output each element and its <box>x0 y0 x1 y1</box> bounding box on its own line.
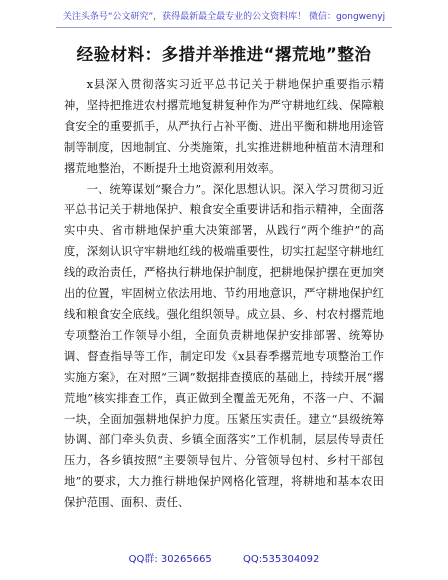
document-title: 经验材料：多措并举推进“撂荒地”整治 <box>76 45 372 64</box>
page-footer <box>0 550 448 565</box>
footer-qq: QQ:535304092 <box>243 554 320 565</box>
header-divider <box>56 27 392 28</box>
document-body <box>64 75 384 514</box>
paragraph-section-1: 一、统筹谋划“聚合力”。深化思想认识。深入学习贯彻习近平总书记关于耕地保护、粮食安全重要讲话和指示精神，全面落实中央、省市耕地保护重大决策部署，从践行“两个维护”的高度，深刻认识守牢耕地红线的极端重要性，切实扛起坚守耕地红线的政治责任，严格执行耕地保护制度，把耕地保护摆在更加突出的位置，牢固树立依法用地、节约用地意识，严守耕地保护红线和粮食安全底线。强化组织领导。成立县、乡、村农村撂荒地专项整治工作领导小组，全面负责耕地保护安排部署、统筹协调、督查指导等工作，制定印发《x县春季撂荒地专项整治工作实施方案》，在对照“三调”数据排查摸底的基础上，持续开展“撂荒地”核实排查工作，真正做到全覆盖无死角，不落一户、不漏一块，全面加强耕地保护力度。压紧压实责任。建立“县级统筹协调、部门牵头负责、乡镇全面落实”工作机制，层层传导责任压力，各乡镇按照“主要领导包片、分管领导包村、乡村干部包地”的要求，大力推行耕地保护网格化管理，将耕地和基本农田保护范围、面积、责任、 <box>64 182 384 510</box>
header-note: 关注头条号“公文研究”，获得最新最全最专业的公文资料库！ 微信：gongwenyj <box>62 12 386 22</box>
paragraph-intro: x县深入贯彻落实习近平总书记关于耕地保护重要指示精神，坚持把推进农村撂荒地复耕复种作为严守耕地红线、保障粮食安全的重要抓手，从严执行占补平衡、进出平衡和耕地用途管制等制度，因地制宜、分类施策，扎实推进耕地种植苗木清理和撂荒地整治，不断提升土地资源利用效率。 <box>64 78 384 175</box>
footer-qq-group: QQ群: 30265665 <box>128 554 212 565</box>
